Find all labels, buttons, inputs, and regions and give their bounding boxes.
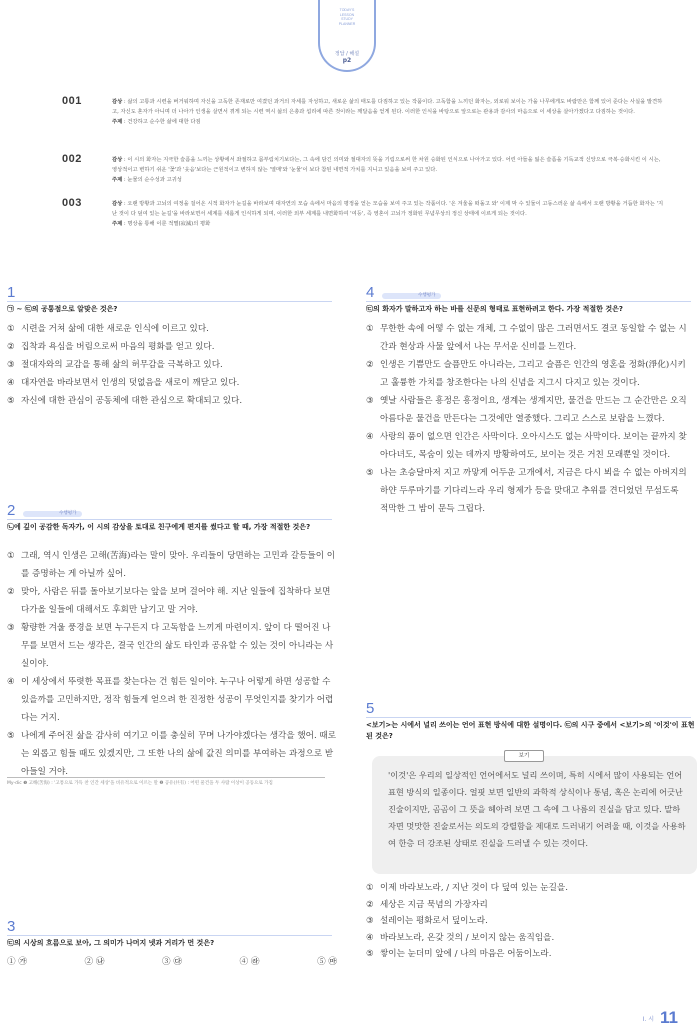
answer-text: : 삶의 고통과 시련을 버거워하며 자신을 고독한 존재로만 여겼던 과거의 자세를 자성하고, 새로운 삶의 태도를 다짐하고 있는 작품이다. 고독함을 느끼던 화자는, 외로워 보이는 가을 나무에게도 바람만은 함께 있어 준다는 사실을 발견하고, 자신도 혼자가 아니며 더 나아가 인생을 살면서 겪게 되는 시련 역시 삶의 은총과 섭리에 따른 것이라는 깨달음을 얻게 된다. 이러한 인식을 바탕으로 앞으로는 관용과 감사의 마음으로 이 세상을 살아가겠다고 다짐하는 것이다.	[112, 99, 663, 115]
option-marker: ⑤	[7, 396, 15, 406]
question-stem: ㉢의 화자가 말하고자 하는 바를 신문의 형태로 표현하려고 한다. 가장 적절한 것은?	[366, 305, 623, 313]
question-number: 1	[7, 284, 16, 301]
question-3	[7, 918, 337, 978]
answer-lead: 감상	[112, 157, 123, 163]
question-number: 3	[7, 918, 16, 935]
question-number: 2	[7, 502, 16, 519]
answer-number: 001	[62, 95, 82, 107]
option-marker: ③	[7, 360, 15, 370]
option-marker: ②	[7, 342, 15, 352]
option-5[interactable]	[366, 946, 696, 963]
ribbon-caption	[320, 8, 374, 26]
reference-box-text: '이것'은 우리의 일상적인 언어에서도 널리 쓰이며, 특히 시에서 많이 사용되는 언어 표현 방식의 일종이다. 얼핏 보면 일반의 과학적 상식이나 통념, 혹은 논리에 어긋난 진술이지만, 곰곰이 그 뜻을 헤아려 보면 그 속에 그 나름의 진실을 담고 있다. 말하자면 멋맛한 진술로서는 의도의 강렬함을 제대로 드러내기 어려울 때, 이것을 사용하여 한층 더 강조된 상태로 진실을 드러낼 수 있는 것이다.	[388, 770, 686, 848]
option-marker: ①	[7, 324, 15, 334]
ribbon-caption-line: PLANNER	[338, 21, 356, 26]
option-marker: ②	[366, 360, 374, 370]
option-5[interactable]	[366, 464, 688, 518]
theme-label: 주제	[112, 221, 123, 227]
option-text: 세상은 지금 묵념의 가장자리	[380, 899, 488, 910]
assessment-badge: 수행평가	[382, 293, 441, 299]
question-divider	[7, 519, 332, 520]
answer-theme	[112, 175, 664, 185]
question-2	[7, 502, 337, 777]
option-3[interactable]	[366, 392, 688, 428]
answer-theme	[112, 219, 664, 229]
option-marker: ④	[366, 432, 374, 442]
option-marker: ①	[366, 324, 374, 334]
option-5[interactable]	[7, 727, 337, 781]
theme-label: 주제	[112, 177, 123, 183]
option-marker: ②	[7, 587, 15, 597]
option-text: 자신에 대한 관심이 공동체에 대한 관심으로 확대되고 있다.	[21, 396, 243, 406]
ribbon-caption-line: TODAY'S	[339, 8, 355, 12]
option-text: 나는 초승달마저 지고 까맣게 어두운 고개에서, 지금은 다시 뵈을 수 없는 아버지의 하얀 두루마기를 기다리느라 우리 형제가 등을 맞대고 추위를 견디었던 무섬도록 적막한 그 밤이 문득 그립다.	[380, 468, 687, 514]
option-text: 집착과 욕심을 버림으로써 마음의 평화를 얻고 있다.	[21, 342, 215, 352]
answer-lead: 감상	[112, 99, 123, 105]
vocabulary-footnote: My-dic ❶ 고해(苦海) : '고통으로 가득 찬 인간 세상'을 비유적으로 이르는 말 ❷ 공유(共有) : 어떤 물건을 두 사람 이상이 공동으로 가짐	[7, 781, 273, 786]
option-list	[7, 955, 337, 967]
option-list	[7, 320, 337, 410]
option-2[interactable]	[7, 338, 337, 356]
answer-body	[112, 97, 664, 127]
option-text: 옛날 사람들은 흥정은 흥정이요, 생계는 생계지만, 물건을 만드는 그 순간만은 오직 아름다운 물건을 만든다는 그것에만 열중했다. 그리고 스스로 보람을 느꼈다.	[380, 396, 687, 424]
option-3[interactable]	[7, 356, 337, 374]
ribbon-tag: 정답 / 해설	[334, 51, 360, 57]
reference-box-label: 보기	[504, 750, 544, 762]
option-marker: ⑤	[366, 468, 374, 478]
option-3[interactable]	[7, 619, 337, 673]
chapter-ribbon	[318, 0, 376, 72]
answer-number: 003	[62, 197, 82, 209]
option-list	[7, 547, 337, 781]
answer-body	[112, 199, 664, 229]
question-divider	[366, 717, 691, 718]
question-stem: <보기>는 시에서 널리 쓰이는 언어 표현 방식에 대한 설명이다. ㉢의 시구 중에서 <보기>의 '이것'이 표현된 것은?	[366, 721, 695, 740]
option-5[interactable]	[7, 392, 337, 410]
question-4	[366, 284, 696, 604]
option-1[interactable]	[366, 880, 696, 897]
option-text: 쌓이는 눈더미 앞에 / 나의 마음은 어둠이노라.	[380, 949, 552, 959]
option-2[interactable]	[7, 583, 337, 619]
footnote-divider	[7, 777, 325, 778]
option-marker: ②	[366, 899, 374, 910]
option-text: 나에게 주어진 삶을 감사히 여기고 이를 충실히 꾸며 나가야겠다는 생각을 했어. 때로는 외롭고 힘들 때도 있겠지만, 그 또한 나의 삶에 값진 의미를 부여하는 과정으로 받아들일 거야.	[21, 731, 337, 777]
option-marker: ⑤	[366, 949, 374, 959]
option-marker: ④	[7, 378, 15, 388]
question-number: 4	[366, 284, 375, 301]
theme-label: 주제	[112, 119, 123, 125]
option-4[interactable]	[366, 428, 688, 464]
option-text: 맞아, 사람은 뒤를 돌아보기보다는 앞을 보며 걸어야 해. 지난 일들에 집착하다 보면 다가올 일들에 대해서도 후회만 남기고 말 거야.	[21, 587, 331, 615]
option-5[interactable]: ⑤ ㉲	[317, 957, 337, 967]
option-text: 이 세상에서 뚜렷한 목표를 찾는다는 건 힘든 일이야. 누구나 어렇게 하면 성공할 수 있을까를 고민하지만, 정작 힘들게 얻으려 한 진정한 성공이 무엇인지를 찾기가 어렵다는 거지.	[21, 677, 334, 723]
option-text: 그래, 역시 인생은 고해(苦海)라는 말이 맞아. 우리들이 당면하는 고민과 갈등들이 이를 증명하는 게 아닐까 싶어.	[21, 551, 336, 579]
option-1[interactable]: ① ㉮	[7, 957, 27, 967]
option-text: 무한한 속에 어떻 수 없는 개체, 그 수없이 많은 그러면서도 결코 동일할 수 없는 시간과 현상과 사물 앞에서 나는 무서운 신비를 느낀다.	[380, 324, 687, 352]
option-text: 사랑의 품이 없으면 인간은 사막이다. 오아시스도 없는 사막이다. 보이는 끝까지 찾아다녀도, 목숨이 있는 데까지 방황하여도, 보이는 것은 거친 모래뿐일 것이다.	[380, 432, 687, 460]
option-3[interactable]	[366, 913, 696, 930]
option-text: 바라보노라, 온갖 것의 / 보이지 않는 움직임을.	[380, 932, 555, 943]
option-text: 인생은 기쁨만도 슬픔만도 아니라는, 그리고 슬픔은 인간의 영혼을 정화(淨化)시키고 훌륭한 가치를 창조한다는 나의 신념을 지그시 다지고 있는 것이다.	[380, 360, 686, 388]
option-text: 시련을 거쳐 삶에 대한 새로운 인식에 이르고 있다.	[21, 324, 209, 334]
theme-text: : 건강하고 순수한 삶에 대한 다짐	[122, 119, 201, 125]
assessment-badge: 수행평가	[23, 511, 82, 517]
option-text: 이제 바라보노라, / 지난 것이 다 덮여 있는 눈길을.	[380, 883, 568, 893]
option-3[interactable]: ③ ㉰	[162, 957, 182, 967]
option-4[interactable]	[366, 930, 696, 947]
option-marker: ①	[366, 883, 374, 893]
question-stem: ㉠ ~ ㉢의 공통점으로 알맞은 것은?	[7, 305, 118, 313]
option-marker: ③	[366, 396, 374, 406]
option-text: 황량한 겨울 풍경을 보면 누구든지 다 고독함을 느끼게 마련이지. 앞이 다 떨어진 나무를 보면서 드는 생각은, 결국 인간의 삶도 타인과 공유할 수 있는 것이 아니라는 사실이야.	[21, 623, 334, 669]
option-2[interactable]	[366, 897, 696, 914]
section-label: I. 시	[642, 1016, 654, 1023]
answer-theme	[112, 117, 664, 127]
option-text: 대자연을 바라보면서 인생의 덧없음을 새로이 깨닫고 있다.	[21, 378, 240, 388]
option-list	[366, 880, 696, 963]
option-text: 절대자와의 교감을 통해 삶의 허무감을 극복하고 있다.	[21, 360, 223, 370]
ribbon-page-ref: p2	[342, 57, 352, 64]
theme-text: : 명상을 통해 이룬 적멸(寂滅)의 평화	[122, 221, 211, 227]
question-number: 5	[366, 700, 375, 717]
question-stem: ㉡에 깊이 공감한 독자가, 이 시의 감상을 토대로 친구에게 편지를 썼다고 할 때, 가장 적절한 것은?	[7, 523, 311, 531]
question-divider	[366, 301, 691, 302]
option-marker: ③	[7, 623, 15, 633]
theme-text: : 눈물의 순수성과 고귀성	[122, 177, 182, 183]
option-4[interactable]	[7, 374, 337, 392]
answer-text: : 이 시의 화자는 지극한 슬픔을 느끼는 상황에서 좌절하고 몸부림치기보다는, 그 속에 담긴 의미와 절대자의 뜻을 기림으로써 한 차원 승화된 인식으로 나아가고 있다. 어린 아들을 잃은 슬픔을 기독교적 신앙으로 극복·승화시킨 이 시는, 영상적이고 변하기 쉬운 '꽃'과 '웃음'보다는 근원적이고 변하지 않는 '열매'와 '눈물'이 보다 참된 내면적 가치를 지니고 있음을 보여 주고 있다.	[112, 157, 661, 173]
option-1[interactable]	[366, 320, 688, 356]
answer-body	[112, 155, 664, 185]
option-marker: ⑤	[7, 731, 15, 741]
question-divider	[7, 935, 332, 936]
option-4[interactable]: ④ ㉱	[239, 957, 260, 967]
option-marker: ④	[366, 932, 374, 943]
reference-box	[372, 753, 697, 874]
page-number: 11	[660, 1008, 678, 1027]
option-text: 설레이는 평화로서 덮이노라.	[380, 916, 488, 926]
option-marker: ①	[7, 551, 15, 561]
question-1	[7, 284, 337, 444]
answer-number: 002	[62, 153, 82, 165]
option-1[interactable]	[7, 547, 337, 583]
option-1[interactable]	[7, 320, 337, 338]
question-5	[366, 700, 696, 990]
option-marker: ③	[366, 916, 374, 926]
option-2[interactable]: ② ㉯	[84, 957, 105, 967]
option-list	[366, 320, 688, 518]
ribbon-caption-line: LESSON	[339, 12, 355, 17]
option-2[interactable]	[366, 356, 688, 392]
option-4[interactable]	[7, 673, 337, 727]
question-divider	[7, 301, 332, 302]
answer-text: : 오랜 방황과 고뇌의 여정을 걸어온 시적 화자가 눈길을 바라보며 대자연의 모습 속에서 마음의 평정을 얻는 모습을 보여 주고 있는 작품이다. '온 겨울을 떠돌고 와' 이제 막 수 있둘이 고동스러운 삶 속에서 오랜 방황을 거듭한 화자는 '지난 것이 다 덮여 있는 눈길'을 바라보면서 세계를 새롭게 인식하게 되며, 이러한 외부 세계를 내면화하여 '여등', 즉 영혼이 고뇌가 정화된 무념무상의 정신 상태에 이르게 되는 것이다.	[112, 201, 664, 217]
ribbon-caption-line: STUDY	[341, 17, 353, 21]
question-stem: ㉢의 시상의 흐름으로 보아, 그 의미가 나머지 넷과 거리가 먼 것은?	[7, 939, 215, 947]
option-marker: ④	[7, 677, 15, 687]
answer-lead: 감상	[112, 201, 123, 207]
